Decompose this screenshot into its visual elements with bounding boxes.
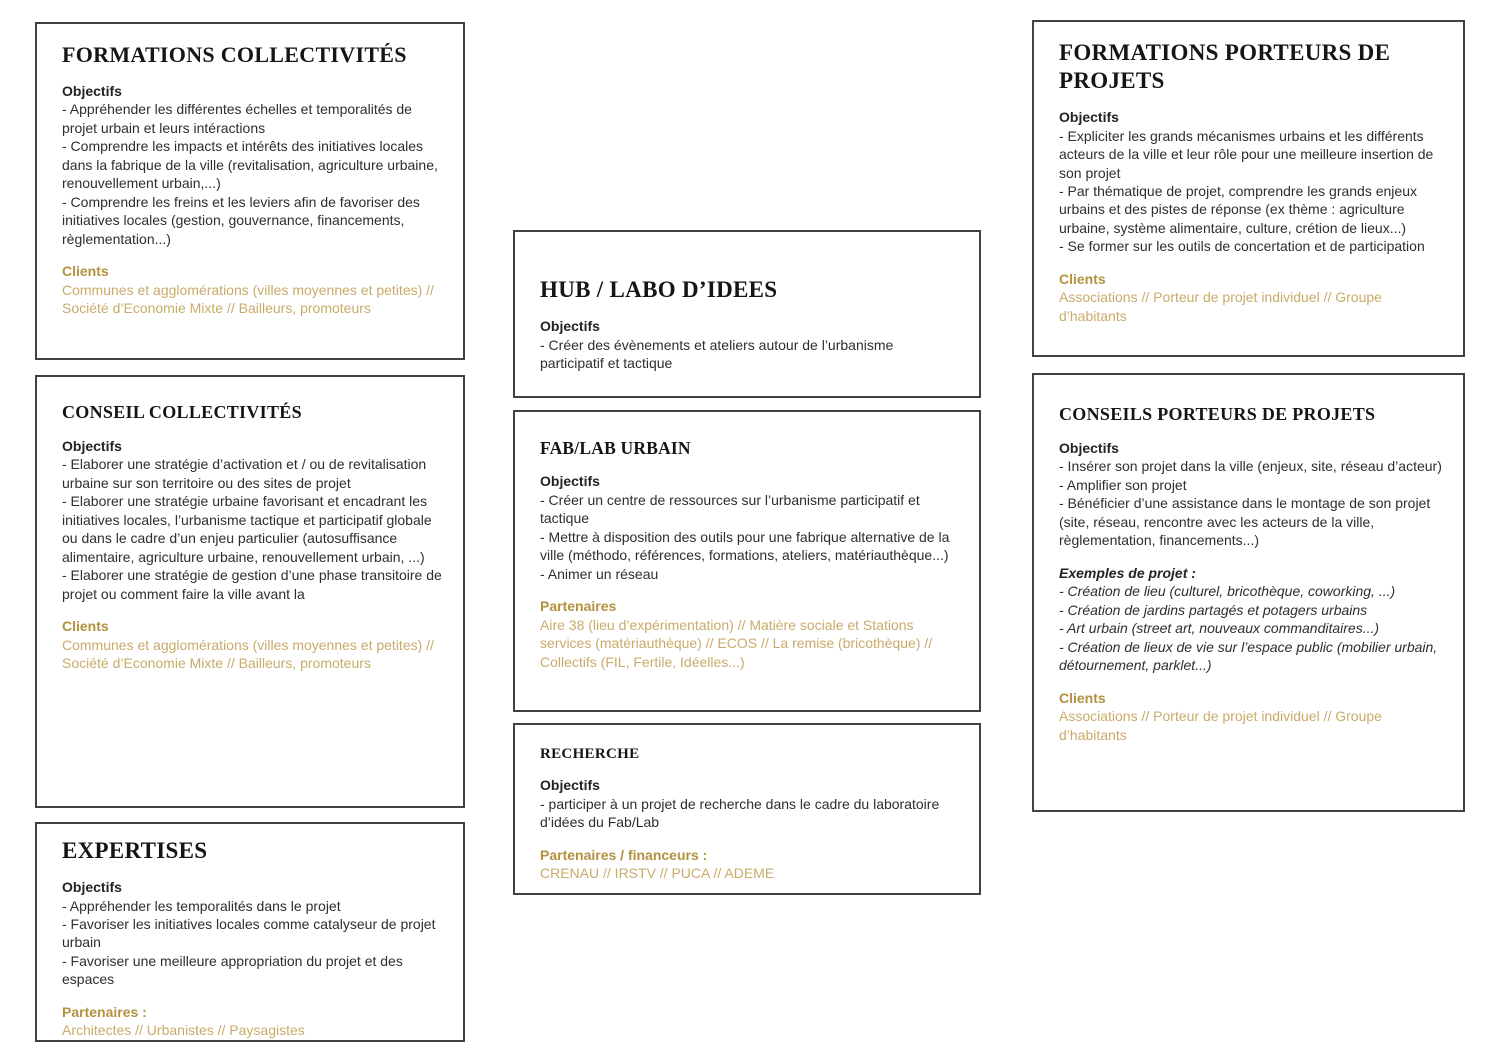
clients-section — [62, 262, 443, 317]
clients-section — [1059, 270, 1443, 325]
objectifs-heading: Objectifs — [540, 473, 600, 490]
objectifs-heading: Objectifs — [62, 879, 122, 896]
card-expertises — [35, 822, 465, 1042]
partenaires-heading: Partenaires — [540, 598, 617, 615]
card-title: EXPERTISES — [62, 838, 208, 863]
objectifs-section — [62, 437, 443, 603]
objectif-item: - Bénéficier d’une assistance dans le montage de son projet (site, réseau, rencontre avec les acteurs de la ville, règlementation, financements...) — [1059, 495, 1431, 549]
objectif-item: - Elaborer une stratégie d’activation et / ou de revitalisation urbaine sur son territoire ou des sites de projet — [62, 456, 427, 491]
objectifs-heading: Objectifs — [540, 777, 600, 794]
card-title: RECHERCHE — [540, 746, 640, 762]
clients-heading: Clients — [62, 263, 109, 280]
objectifs-heading: Objectifs — [1059, 109, 1119, 126]
clients-section — [1059, 689, 1443, 744]
objectif-item: - Appréhender les temporalités dans le projet — [62, 897, 341, 914]
card-title: FAB/LAB URBAIN — [540, 438, 691, 458]
exemple-item: - Art urbain (street art, nouveaux commanditaires...) — [1059, 620, 1380, 637]
card-formations-porteurs-de-projets — [1032, 20, 1465, 357]
card-conseil-collectivites — [35, 375, 465, 808]
card-title: HUB / LABO D’IDEES — [540, 277, 778, 302]
exemples-section — [1059, 564, 1443, 675]
card-formations-collectivites — [35, 22, 465, 360]
clients-heading: Clients — [62, 618, 109, 635]
objectif-item: - Comprendre les impacts et intérêts des initiatives locales dans la fabrique de la ville (revitalisation, agriculture urbaine, renouvellement urbain,...) — [62, 138, 438, 192]
partenaires-heading: Partenaires / financeurs : — [540, 846, 708, 863]
objectif-item: - Favoriser une meilleure appropriation du projet et des espaces — [62, 952, 403, 988]
objectifs-heading: Objectifs — [1059, 439, 1119, 456]
objectif-item: - Comprendre les freins et les leviers afin de favoriser des initiatives locales (gestion, gouvernance, financements, règlementation...) — [62, 193, 420, 247]
objectif-item: - participer à un projet de recherche dans le cadre du laboratoire d’idées du Fab/Lab — [540, 795, 940, 831]
objectif-item: - Elaborer une stratégie de gestion d’une phase transitoire de projet ou comment faire la ville avant la — [62, 567, 442, 602]
card-fab-lab-urbain — [513, 410, 981, 712]
clients-text: Associations // Porteur de projet individuel // Groupe d’habitants — [1059, 708, 1382, 743]
objectifs-section — [1059, 439, 1443, 550]
card-hub-labo-idees — [513, 230, 981, 398]
card-title: CONSEILS PORTEURS DE PROJETS — [1059, 404, 1376, 424]
clients-heading: Clients — [1059, 270, 1106, 287]
objectif-item: - Se former sur les outils de concertation et de participation — [1059, 238, 1425, 255]
card-title: FORMATIONS COLLECTIVITÉS — [62, 42, 407, 67]
exemples-heading: Exemples de projet : — [1059, 564, 1196, 581]
exemple-item: - Création de jardins partagés et potagers urbains — [1059, 601, 1368, 618]
objectifs-section — [540, 472, 959, 583]
partenaires-text: Architectes // Urbanistes // Paysagistes — [62, 1022, 305, 1039]
objectif-item: - Amplifier son projet — [1059, 476, 1187, 493]
partenaires-section — [540, 846, 959, 883]
objectif-item: - Créer des évènements et ateliers autour de l’urbanisme participatif et tactique — [540, 336, 894, 371]
objectif-item: - Elaborer une stratégie urbaine favorisant et encadrant les initiatives locales, l’urbanisme tactique et participatif globale ou dans le cadre d’un enjeu particulier (autosuffisance alimentaire, agriculture urbaine, renouvellement urbain, ...) — [62, 493, 432, 565]
partenaires-heading: Partenaires : — [62, 1003, 147, 1020]
card-title: FORMATIONS PORTEURS DE PROJETS — [1059, 40, 1391, 94]
exemple-item: - Création de lieux de vie sur l’espace public (mobilier urbain, détournement, parklet...) — [1059, 638, 1438, 674]
objectif-item: - Animer un réseau — [540, 565, 659, 582]
objectifs-section — [540, 317, 959, 372]
objectif-item: - Favoriser les initiatives locales comme catalyseur de projet urbain — [62, 915, 436, 951]
partenaires-text: CRENAU // IRSTV // PUCA // ADEME — [540, 865, 775, 882]
clients-heading: Clients — [1059, 689, 1106, 706]
objectif-item: - Appréhender les différentes échelles et temporalités de projet urbain et leurs intéractions — [62, 101, 412, 136]
objectif-item: - Expliciter les grands mécanismes urbains et les différents acteurs de la ville et leur rôle pour une meilleure insertion de son projet — [1059, 127, 1434, 181]
objectif-item: - Créer un centre de ressources sur l’urbanisme participatif et tactique — [540, 491, 920, 527]
objectif-item: - Par thématique de projet, comprendre les grands enjeux urbains et des pistes de réponse (ex thème : agriculture urbaine, système alimentaire, culture, crétion de lieux...) — [1059, 182, 1417, 236]
card-conseils-porteurs-de-projets — [1032, 373, 1465, 812]
card-recherche — [513, 723, 981, 895]
objectifs-heading: Objectifs — [62, 82, 122, 99]
objectif-item: - Mettre à disposition des outils pour une fabrique alternative de la ville (méthodo, références, formations, ateliers, matériauthèque...) — [540, 528, 950, 564]
objectifs-section — [62, 82, 443, 248]
objectifs-section — [540, 776, 959, 831]
partenaires-text: Aire 38 (lieu d’expérimentation) // Matière sociale et Stations services (matériauthèque) // ECOS // La remise (bricothèque) // Collectifs (FIL, Fertile, Idéelles...) — [540, 616, 933, 670]
clients-text: Associations // Porteur de projet individuel // Groupe d’habitants — [1059, 289, 1382, 324]
clients-text: Communes et agglomérations (villes moyennes et petites) // Société d’Economie Mixte // Bailleurs, promoteurs — [62, 636, 434, 672]
clients-section — [62, 617, 443, 672]
objectifs-heading: Objectifs — [540, 318, 600, 335]
objectifs-section — [1059, 108, 1443, 256]
exemple-item: - Création de lieu (culturel, bricothèque, coworking, ...) — [1059, 583, 1396, 600]
clients-text: Communes et agglomérations (villes moyennes et petites) // Société d’Economie Mixte // Bailleurs, promoteurs — [62, 281, 434, 316]
partenaires-section — [540, 597, 959, 671]
objectif-item: - Insérer son projet dans la ville (enjeux, site, réseau d’acteur) — [1059, 458, 1442, 475]
objectifs-heading: Objectifs — [62, 437, 122, 454]
objectifs-section — [62, 878, 443, 989]
card-title: CONSEIL COLLECTIVITÉS — [62, 402, 302, 422]
partenaires-section — [62, 1003, 443, 1040]
